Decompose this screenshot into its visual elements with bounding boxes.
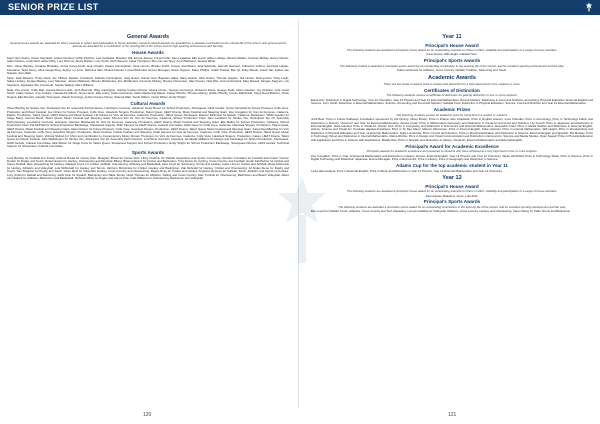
certificates-text: Elena Kim: Distinction in Digital Technology, Year 12 Chemistry, Year 12 Physics and Year 12 External Mathematics. Bonnie Medera: Distinction in Food and Nutrition, Accounting, Physical Education, External English and Science. Lucy Smith: Distinction in External Mathematics, Science, Accounting and Food and Nutrition. Isabella Turei: Distinction in Physical Education, Science, Food and Nutrition and Year 12 External Mathematics. bbox=[311, 97, 593, 106]
general-awards-intro: General house awards are awarded for effort, example to others and participation in house activities. General cultural awards are awarded for a valuable contribution to the cultural life of the school; and general sports awards are awarded for a contribution to the sporting life of the school and for high sporting achievement and fair play. bbox=[9, 41, 287, 49]
y11-sports-award-title: Principal's Sports Awards bbox=[423, 58, 481, 64]
y11-house-award-intro: The following students are awarded a principal's house award for an outstanding example to others in effort, reliability and participation in a range of house activities. bbox=[346, 48, 558, 52]
house-miro-list: Miro: Oliver Barclay, Annalise Broadley, Aroha Carey-Smith, Eva Chaplin, Daniel Cunningham, Nina Curran, Braden Dodd, Cooper Dumbleton, Anja Edwards, Hannah Estcourt, Catherine Fulford, Kerehuia Haapu-Karetiana, Tayla Henry, Alice Hoogerbrug, Zephyr Le Gros, Rebecca Mair, Moana Mosulu, Lucia McDonald, Emma McLagan, Robin Nguyen, Daisy Phillips, Caitlin Poland, Ben Qi, Ruby Rands, Jacob Tait, Jaiden van Niekerk, Sam Wall. bbox=[7, 64, 289, 76]
school-crest-icon bbox=[584, 2, 594, 12]
adams-cup-title: Adams Cup for the top academic student in Year 11 bbox=[396, 163, 508, 169]
y12-house-award-title: Principal's House Award bbox=[425, 183, 479, 189]
sports-awards-list: Luca Barclay for Football and Futsal. Arianna Broad for Canoe Polo. Meaghan Broad for Canoe Polo. Libby Charlton for Netball, Equestrian and Sports Committee. Reuben Crossland for Football and Futsal. Trenton Donkin for Rugby and Touch. Robert Evans for Hockey, Orienteering and Mountain Biking. Brianna Evans for Cricket and Badminton. Toby Evans for Cycling, Cross Country and Football. Greta! Fahrbichler for Cricket and Indoor Netball. Alice Hoogerbrug for Hockey. Rakaiya Joyce for Cricket, Softball, Orienteering, Athletics and Basketball. Alice Lloyd for Swimming, Tennis and Hockey. Isaac Lind for Cricket and Softball. Rosie McKenzie for Hockey, Athletics and Volleyball. Lola McDonald for Hockey and Tennis. Harrison McGinniss for Cricket, Hockey and Badminton. Zak McGrath for Hockey, Cricket and Orienteering. AJ Nolan-Stone for Rugby and Touch. Tian Potgieter for Rugby and Touch. Owen Reid for Volleyball, Hockey, Cross Country and Orienteering. Regan Rose for Cricket and Hockey. Angelina Simpson for Softball, Touch, Athletics and Sports Committee. Lucy Smith for Netball and Swimming. Aahil Tarin for Squash, Badminton and Table Tennis. Noah Thomas for Athletics, Sailing and Cross Country. Max Turnbull for Orienteering, Badminton and Beach Volleyball. Albert van Niekerk for Athletics, Badminton and Basketball. Nicholas White for Rugby and Canoe Polo. Kaki Williams for Orienteering, Badminton and Volleyball. bbox=[7, 155, 289, 181]
excellence-text: Zoe Congalton: Prize in Year 12 External Mathematics and Distinction in History, Drama, External English, Year 12 Physics and Year 12 Chemistry. Wyatt Hirschfeld: Prize in Technology Metal, Prize in Science, Prize in Digital Technology and Distinction Japanese. Emma McLagan: Prize in Economics, Prize in History, Prize in Geography and Distinction in Science. bbox=[311, 153, 593, 162]
excellence-title: Principal's Award for Academic Excellence bbox=[405, 143, 499, 149]
year11-title: Year 11 bbox=[442, 34, 462, 40]
certificates-title: Certificates of Distinction bbox=[424, 87, 480, 93]
academic-prizes-title: Academic Prizes bbox=[433, 107, 471, 113]
cultural-awards-list: Oliver Barclay for Sindee Voo, Rockquest Top 20, Assembly Performances, Lunchtime Concerts, Havelock. Emily Brown for School Production, Showquest, HIHS Gezals. Oscar Campbell for Future Prospect, Colfe Voce, Production and Music Festival. Joe Clinton for Future Prospect, Colfe Voce, Havelock Singers, Production, Talent Quest, HEAT Drama, Music Festival and Sleeping Giant. Zoe Congalton for Voix de Femmes, Cadenza, Elastic, Production, Talent Quest, HEAT Drama and Music Festival. Lily Davies for Voix de Femmes, Cadenza, Production, Talent Quest, Rockquest. Dauson Dickinson for Elastic, Cadenza, Rockquest. Tafaki Goulton for Stage Band, Concert Band, Talent Quest, Music Festival and Sleeping Giant. Min-Joo Kim for Voix de Femmes, Cadenza, School Production Choir. Sam Lealaitoa for Sindee Voo, Rockquest Top 20, Assembly Performances, Lunchtime Concerts, Havelock. Jasmine Macdonald for Voix de Femmes, Cadenza, Production, HEAT Drama, Music Festival and Sleeping Giant. Ella Malloy for School Production, Cadenza, School Production Choir. Pia McPhail for School Production Backstage, Showquest Support. Ruth Stevens for HEAT Drama, Cultural Committee. Eliah Neve for Colfe Voce, Cadenza, Havelock Singers, Production, Talent Quest, HEAT Drama, Music Festival and Sleeping Giant. Adam Nelson for Future Prospect, Colfe Voce, Havelock Singers, Production, HEAT Drama, Talent Quest, Music Festival and Sleeping Giant. Kaiya Reed-Butcher for Voix de Femmes, Cadenza, Colfe Voce, Havelock Singers, Production, Music Festival, Insitute Fashion and Sleeping. Noah Stevens for Voix de Femmes, Cadenza, Colfe Voce, Production, HEAT Drama, Talent Quest, Music Festival and Sleeping Giant. Victoria Stobart for Choir and contribution to Contemporary Music. Ronan Thompson for Voix de Femmes, Cadenza, Colfe Voce, Havelock Singers, Production, Cakes, HEAT Drama, Talent Quest and Music Festival. Jack Waddington for Sindee Voo, Rockquest Top 20, Assembly Performances, Lunchtime Concerts, Havelock. Annabelle Williams for Design and backstage for School Production, Showquest, HIHS Gezals, Cultural Committee. Ella Wilson for Stage Crew for Talent Quest, Showquest Support and School Production. Emily Wright for School Production Backstage, Showquest Director, HIHS Gezals, Technical Support for Showquest, Cultural Committee. bbox=[7, 106, 289, 149]
academic-prizes-intro: The following students receive an academic prize for being first in a subject or subjects. bbox=[396, 112, 508, 117]
y12-sports-award-intro: The following students are awarded a principal's sports award for an outstanding contribution to the sporting life of the school, and for excellent sporting achievement and fair play. bbox=[338, 204, 566, 209]
academic-awards-intro: There are two levels of award: prize in subject and distinction for a high placement in four subjects or more. bbox=[383, 81, 521, 86]
left-page bbox=[7, 32, 289, 182]
y11-house-award-text: Kauri House: Will Height, Isabella Turei. bbox=[426, 52, 478, 57]
y12-house-award-intro: The following students are awarded a principal's house award for an outstanding example to others in effort, reliability and participation in a range of house activities. bbox=[346, 189, 558, 194]
year12-title: Year 12 bbox=[442, 175, 462, 182]
y12-sports-award-text: Elle Lovett for Netball, Touch, Athletics, Cross Country and Surf Lifesaving. Lennox Hubbitte for Volleyball, Athletics, Cross Country, Hockey and Orienteering. Karen Wang for Table Tennis and Badminton. bbox=[311, 209, 571, 214]
y12-sports-award-title: Principal's Sports Awards bbox=[423, 199, 481, 205]
y11-house-award-title: Principal's House Award bbox=[425, 42, 479, 48]
house-awards-title: House Awards bbox=[132, 50, 164, 56]
academic-awards-title: Academic Awards bbox=[428, 74, 476, 81]
y11-sports-award-intro: The following student is awarded a principal's sports award for an outstanding contribution to the sporting life of the school, and for excellent sporting achievement and fair play. bbox=[339, 63, 565, 68]
header-title: SENIOR PRIZE LIST bbox=[8, 2, 99, 12]
excellence-intro: Principal's awards for academic excellence are presented to students who have achieved at a very high level in four or more subjects. bbox=[366, 149, 538, 154]
adams-cup-text: Luiza Hammadoua: Prize in External English, Prize in Music and Distinction in Year 12 Physics, Year 12 External Mathematics and Year 12 Chemistry. bbox=[311, 168, 503, 173]
page-number-left: 120 bbox=[143, 412, 152, 418]
house-kauri-list: Kauri: Erin Austin, Oscar Campbell, Jordan Dunford, Griffin Fletcher, Lexi Goldsack, Brooklyn Hill, Emma Jowsey, Freya Knibb, Sam Lealaitoa, Ella Lovett, Abbie Lutfique, Bonnie Mellars, Frances McKay, Hanny Monan, Adam Nelson, Louis Reid, Asher Riley, Lucy Rimmer, Alexis Ritchie, Lucy Smith, Ruth Stevens, Hana Thompson, Ben van der Spuy, Arya Wellwood, Jessica White. bbox=[7, 55, 289, 64]
y11-sports-award-text: Sofia Lumbreras for Athletics, Cross Country, Netball, Triathlon, Swimming and Touch. bbox=[397, 68, 507, 73]
sports-awards-title: Sports Awards bbox=[131, 150, 165, 155]
right-page bbox=[311, 32, 593, 215]
house-rata-list: Rata: Zoe Amner, Katie Bell, Jessica Benson-Ash, Josh Bescroft, Riley Carrington, Sophia Coulson-Kirana, Alyssa Cruise, George Cummings, Rebecca Davis, George Field, Adam Gardner, Lily Graham, Cole Grant Smith, Claire Hewes, Amy Jenkins, Cassandra Kilburn, Nora Laurie, Ella Lowry, Keita Lumbreras, Aidan Mackenzie-Mapel, Jasher Mcrobs, Phoebe Mulvey, Eddie O'Reilly, Lorcan Ralphinski, Kaiya Reed-Butcher, Chloe Rogers, Ella Sherratt, Cassidy Thompson, Daniel Timmings, Aysha Vincent-Chiney, Shanna Watt, Sarah Wilson, Oscar Wilton, Emily Wright. bbox=[7, 87, 289, 99]
page-header bbox=[0, 0, 600, 15]
y12-house-award-text: Kauri House: Bakolma, Joyce, Lola Kidd. bbox=[425, 193, 479, 198]
general-awards-title: General Awards bbox=[126, 34, 170, 40]
house-tanui-list: Tanui: Jack Albertini, Trinity Clark, Joe Clifford, Reuben Crossland, Isabella Cunningham, Holly Evans, Darren Goh, Bayeden Hales, Macy Haston, Allux Hinton, Thomas Hogden, Ted Hunter, Tarang Kant, Vicky Leigh, Salsa Lindsey, Fenjau Mackey, Lucy Maclean, James Matthews, Brooke McNamara, Zoe McNamara, Kennedy Mcilvey, Brooke Parsonson, Max Pervan, Nick Pita, Jemma Renwick, Meg Russell, Morgan Sawyers, Lily Stephens, Appleaise Tait, Annamoth, Sophie Wakely, Mani Williams. bbox=[7, 75, 289, 87]
cultural-awards-title: Cultural Awards bbox=[130, 100, 166, 106]
academic-prizes-text: Jordi Best: Prize in Future Pathways Foundation sponsored by Ark Driving. Oliver Brown: Prize in Drama. Alex Chadwick: Prize in English Literacy. Luca Chandler: Prize in Accounting, Prize in Technology Fabric and Distinction in Science, Visual Art and Year 12 External Mathematics. Alyssa Cruse: Prize in Mathematics Numeracy and Distinction in Visual Art and Food and Nutrition. Lily Fresch: Prize in Japanese and Distinction in External English. Ziara Gambel: Prize in Visual Art. Darren Goh: Prize in Computing and Distinction in Economics and External Mathematics. Alexandra Grant: Prize in Media Studies and Distinction in External English, History, Science and Visual Art. Kundaiia Hapaine-Karetiana: Prize in Te Reo Maori. Marcus Hiltonmore: Prize in Internal English. Katie Hodman: Prize in Internal Mathematics. Will Height: Prize in Woodworking and Distinction in Physical Education and Year 12 External Mathematics. Sofia Lumbreras: Prize in Food and Nutrition, Prize in Physical Education and Distinction in Science, External English and Spanish. Pia Mockay: Prize in Technology Wood and Distinction in Internal Mathematics. Aliana Ritchie: Prize in Design and Visual Communication and Distinction in Economics, Science and Media Studies. Ryan Sewell: Prize in Physical Education with Application and Prize in Science with Applications. Maddy Rau: Prize in Spanish and Distinction in History, Visual Art, External Mathematics and External English. bbox=[311, 117, 593, 142]
page-number-right: 121 bbox=[448, 412, 457, 418]
certificates-intro: The following students receive a certificate of distinction for gaining distinction in four or more subjects. bbox=[386, 93, 518, 98]
